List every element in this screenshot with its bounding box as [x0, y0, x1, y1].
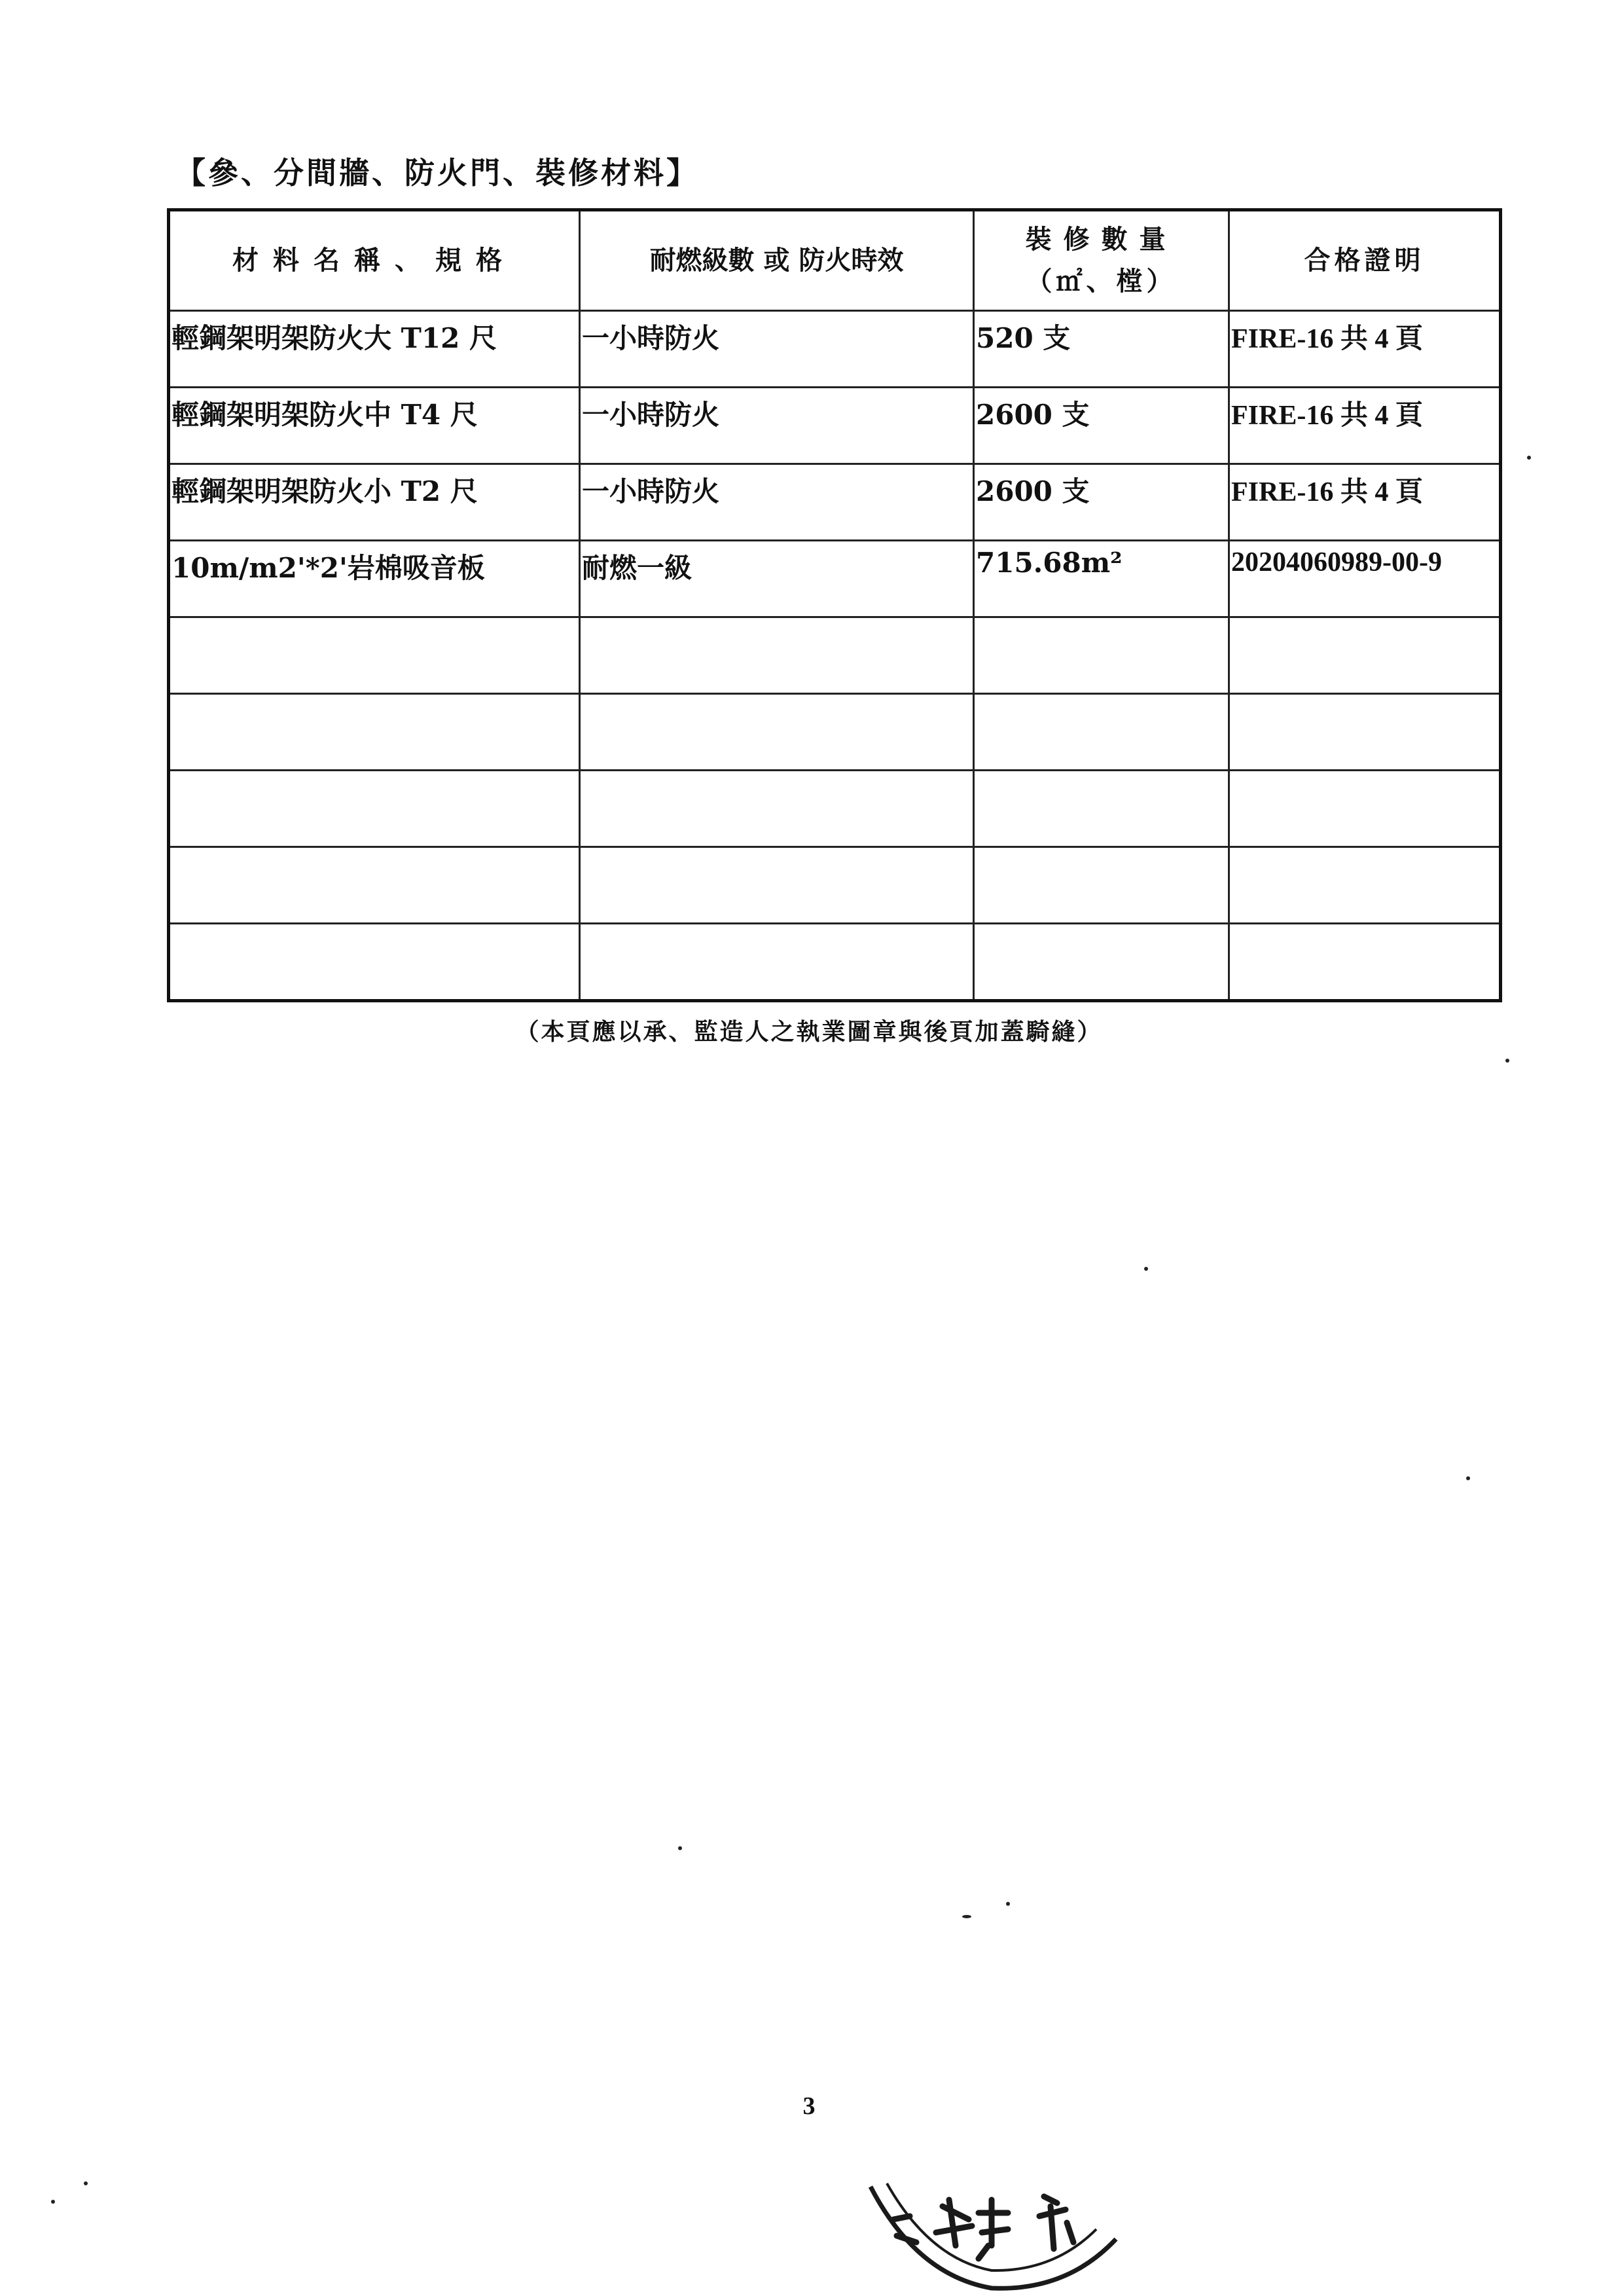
header-quantity [974, 210, 1229, 311]
cell-material-name [169, 847, 580, 924]
cell-certificate [1229, 924, 1501, 1001]
cell-fire-rating: 一小時防火 [580, 464, 974, 541]
table-row [169, 847, 1501, 924]
scan-speck [51, 2200, 55, 2204]
scan-speck [1527, 456, 1531, 460]
header-fire-rating: 耐燃級數 或 防火時效 [580, 210, 974, 311]
scan-speck [962, 1915, 971, 1918]
cell-quantity: 2600 支 [974, 464, 1229, 541]
section-title: 【參、分間牆、防火門、裝修材料】 [175, 155, 699, 191]
cell-certificate [1229, 847, 1501, 924]
cell-material-name [169, 694, 580, 771]
table-body [169, 311, 1501, 1001]
cell-fire-rating [580, 694, 974, 771]
cell-quantity [974, 924, 1229, 1001]
footnote: （本頁應以承、監造人之執業圖章與後頁加蓋騎縫） [515, 1018, 1103, 1046]
table-row [169, 924, 1501, 1001]
table-row [169, 388, 1501, 464]
cell-fire-rating [580, 847, 974, 924]
scan-speck [1505, 1059, 1509, 1063]
cell-certificate [1229, 694, 1501, 771]
cell-certificate: FIRE-16 共 4 頁 [1229, 464, 1501, 541]
table-row [169, 617, 1501, 694]
cell-certificate [1229, 771, 1501, 847]
cell-quantity [974, 617, 1229, 694]
table-row [169, 771, 1501, 847]
cell-fire-rating [580, 924, 974, 1001]
cell-material-name: 輕鋼架明架防火小 T2 尺 [169, 464, 580, 541]
table-row [169, 541, 1501, 617]
cell-fire-rating [580, 771, 974, 847]
cell-material-name: 輕鋼架明架防火中 T4 尺 [169, 388, 580, 464]
cell-certificate: FIRE-16 共 4 頁 [1229, 311, 1501, 388]
scan-speck [1466, 1476, 1470, 1480]
cell-quantity: 520 支 [974, 311, 1229, 388]
cell-fire-rating: 一小時防火 [580, 311, 974, 388]
cell-material-name: 輕鋼架明架防火大 T12 尺 [169, 311, 580, 388]
cell-fire-rating: 一小時防火 [580, 388, 974, 464]
cell-certificate: 20204060989-00-9 [1229, 541, 1501, 617]
table-row [169, 311, 1501, 388]
page-number: 3 [802, 2092, 816, 2120]
partial-seal-stamp [857, 2160, 1132, 2296]
table-row [169, 694, 1501, 771]
cell-material-name [169, 771, 580, 847]
header-quantity-label: 裝修數量 [1025, 224, 1178, 255]
cell-certificate: FIRE-16 共 4 頁 [1229, 388, 1501, 464]
header-quantity-unit: （㎡、樘） [1026, 266, 1177, 297]
scan-speck [1006, 1902, 1010, 1906]
cell-quantity: 2600 支 [974, 388, 1229, 464]
cell-quantity [974, 771, 1229, 847]
scan-speck [1144, 1267, 1148, 1271]
table-header-row [169, 210, 1501, 311]
cell-certificate [1229, 617, 1501, 694]
cell-quantity: 715.68m² [974, 541, 1229, 617]
scan-speck [678, 1846, 682, 1850]
cell-material-name [169, 617, 580, 694]
cell-quantity [974, 847, 1229, 924]
table-row [169, 464, 1501, 541]
cell-quantity [974, 694, 1229, 771]
materials-table [167, 208, 1502, 1002]
cell-fire-rating: 耐燃一級 [580, 541, 974, 617]
scan-speck [84, 2181, 88, 2185]
cell-material-name: 10m/m2'*2'岩棉吸音板 [169, 541, 580, 617]
cell-fire-rating [580, 617, 974, 694]
header-certificate: 合格證明 [1229, 210, 1501, 311]
header-name-spec: 材料名稱、規格 [169, 210, 580, 311]
cell-material-name [169, 924, 580, 1001]
